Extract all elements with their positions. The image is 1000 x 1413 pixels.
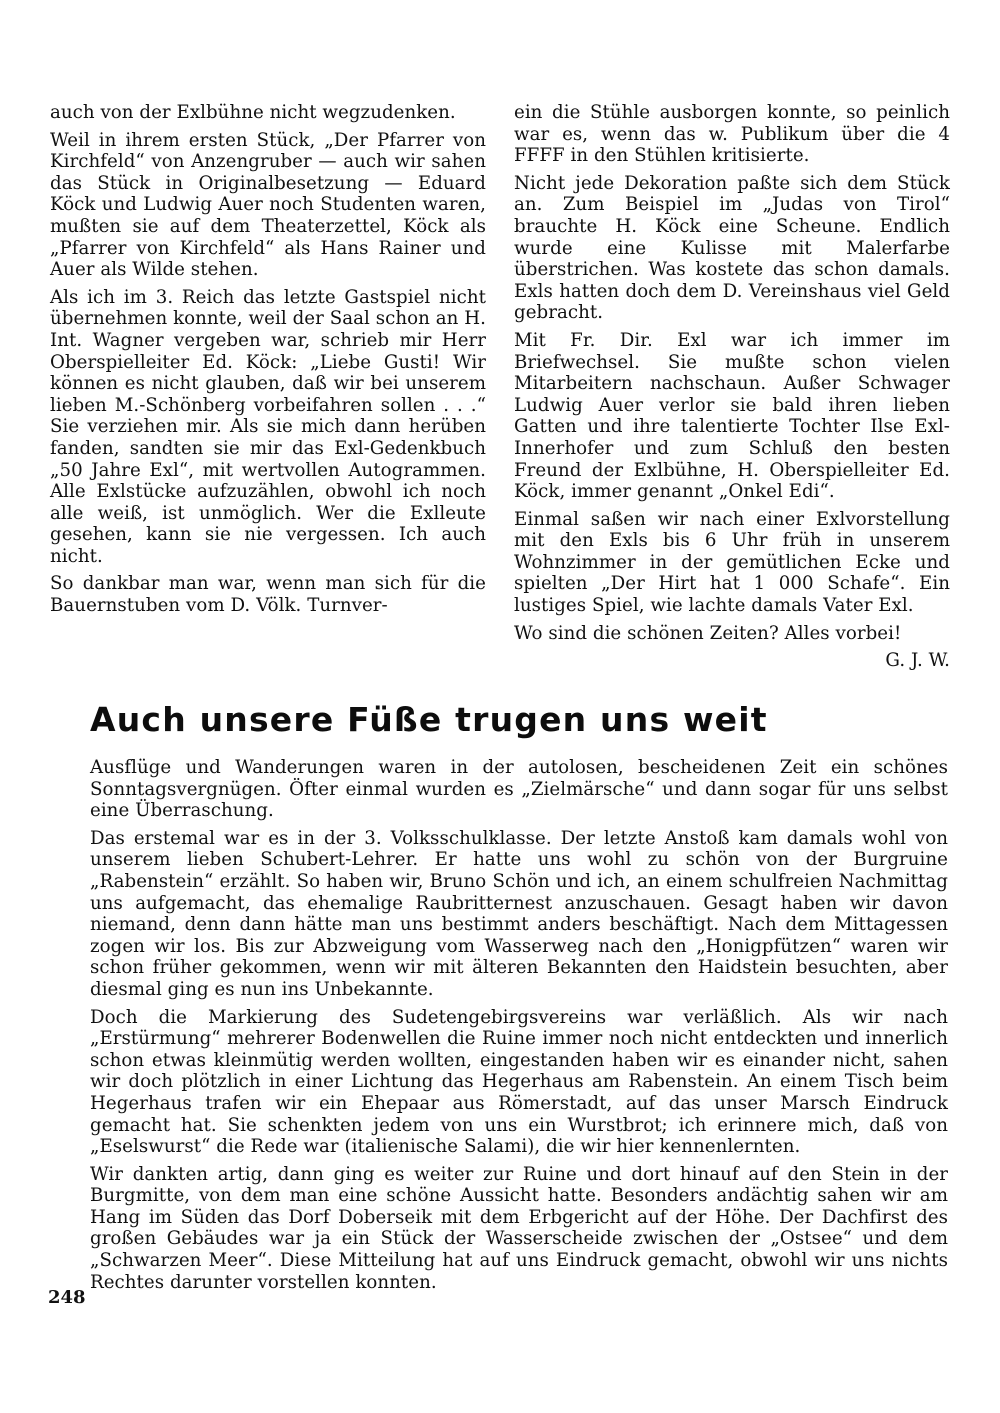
- right-paragraph-2: Nicht jede Dekoration paßte sich dem Stück an. Zum Beispiel im „Judas von Tirol“ brauchte H. Köck eine Scheune. Endlich wurde eine Kulisse mit Malerfarbe überstrichen. Was kostete das schon damals. Exls hatten doch dem D. Vereinshaus viel Geld gebracht.: [514, 172, 950, 324]
- right-paragraph-3: Mit Fr. Dir. Exl war ich immer im Briefwechsel. Sie mußte schon vielen Mitarbeitern nachschaun. Außer Schwager Ludwig Auer verlor sie bald ihren lieben Gatten und ihre talentierte Tochter Ilse Exl-Innerhofer und zum Schluß den besten Freund der Exlbühne, H. Oberspielleiter Ed. Köck, immer genannt „Onkel Edi“.: [514, 329, 950, 503]
- article-paragraph-2: Das erstemal war es in der 3. Volksschulklasse. Der letzte Anstoß kam damals wohl von unserem lieben Schubert-Lehrer. Er hatte uns wohl zu schön von der Burgruine „Rabenstein“ erzählt. So haben wir, Bruno Schön und ich, an einem schulfreien Nachmittag uns aufgemacht, das ehemalige Raubritternest anzuschauen. Gesagt haben wir davon niemand, denn dann hätte man uns bestimmt anders beschäftigt. Nach dem Mittagessen zogen wir los. Bis zur Abzweigung vom Wasserweg nach den „Honigpfützen“ waren wir schon früher gekommen, wenn wir mit älteren Bekannten den Haidstein besuchten, aber diesmal ging es nun ins Unbekannte.: [90, 827, 948, 1000]
- article-body: [90, 757, 948, 1299]
- page-number: 248: [48, 1287, 86, 1308]
- left-paragraph-3: Als ich im 3. Reich das letzte Gastspiel nicht übernehmen konnte, weil der Saal schon an H. Int. Wagner vergeben war, schrieb mir Herr Oberspielleiter Ed. Köck: „Liebe Gusti! Wir können es nicht glauben, daß wir bei unserem lieben M.-Schönberg vorbeifahren sollen . . .“ Sie verziehen mir. Als sie mich dann herüben fanden, sandten sie mir das Exl-Gedenkbuch „50 Jahre Exl“, mit wertvollen Autogrammen. Alle Exlstücke aufzuzählen, obwohl ich noch alle weiß, ist unmöglich. Wer die Exlleute gesehen, kann sie nie vergessen. Ich auch nicht.: [50, 286, 486, 567]
- left-paragraph-2: Weil in ihrem ersten Stück, „Der Pfarrer von Kirchfeld“ von Anzengruber — auch wir sahen das Stück in Originalbesetzung — Eduard Köck und Ludwig Auer noch Studenten waren, mußten sie auf dem Theaterzettel, Köck als „Pfarrer von Kirchfeld“ als Hans Rainer und Auer als Wilde stehen.: [50, 129, 486, 281]
- left-paragraph-4: So dankbar man war, wenn man sich für die Bauernstuben vom D. Völk. Turnver-: [50, 573, 486, 617]
- article-paragraph-4: Wir dankten artig, dann ging es weiter zur Ruine und dort hinauf auf den Stein in der Burgmitte, von dem man eine schöne Aussicht hatte. Besonders andächtig sahen wir am Hang im Süden das Dorf Doberseik mit dem Erbgericht auf der Höhe. Der Dachfirst des großen Gebäudes war ja ein Stück der Wasserscheide zwischen der „Ostsee“ und dem „Schwarzen Meer“. Diese Mitteilung hat auf uns Eindruck gemacht, obwohl wir uns nichts Rechtes darunter vorstellen konnten.: [90, 1163, 948, 1293]
- article-title: Auch unsere Füße trugen uns weit: [90, 700, 768, 739]
- right-paragraph-1: ein die Stühle ausborgen konnte, so peinlich war es, wenn das w. Publikum über die 4 FFFF in den Stühlen kritisierte.: [514, 102, 950, 167]
- left-paragraph-1: auch von der Exlbühne nicht wegzudenken.: [50, 102, 456, 123]
- right-paragraph-5: Wo sind die schönen Zeiten? Alles vorbei!: [514, 622, 902, 644]
- left-column: [50, 102, 486, 623]
- right-paragraph-4: Einmal saßen wir nach einer Exlvorstellung mit den Exls bis 6 Uhr früh in unserem Wohnzimmer in der gemütlichen Ecke und spielten „Der Hirt hat 1 000 Schafe“. Ein lustiges Spiel, wie lachte damals Vater Exl.: [514, 508, 950, 617]
- right-column: [514, 102, 950, 678]
- article-paragraph-3: Doch die Markierung des Sudetengebirgsvereins war verläßlich. Als wir nach „Erstürmung“ mehrerer Bodenwellen die Ruine immer noch nicht entdeckten und innerlich schon etwas kleinmütig werden wollten, eingestanden haben wir es einander nicht, sahen wir doch plötzlich in einer Lichtung das Hegerhaus am Rabenstein. An einem Tisch beim Hegerhaus trafen wir ein Ehepaar aus Römerstadt, auf das unser Marsch Eindruck gemacht hat. Sie schenkten jedem von uns ein Wurstbrot; ich erinnere mich, daß von „Eselswurst“ die Rede war (italienische Salami), die wir hier kennenlernten.: [90, 1006, 948, 1158]
- article-paragraph-1: Ausflüge und Wanderungen waren in der autolosen, bescheidenen Zeit ein schönes Sonntagsvergnügen. Öfter einmal wurden es „Zielmärsche“ und dann sogar für uns selbst eine Überraschung.: [90, 757, 948, 822]
- author-signature: G. J. W.: [885, 650, 950, 672]
